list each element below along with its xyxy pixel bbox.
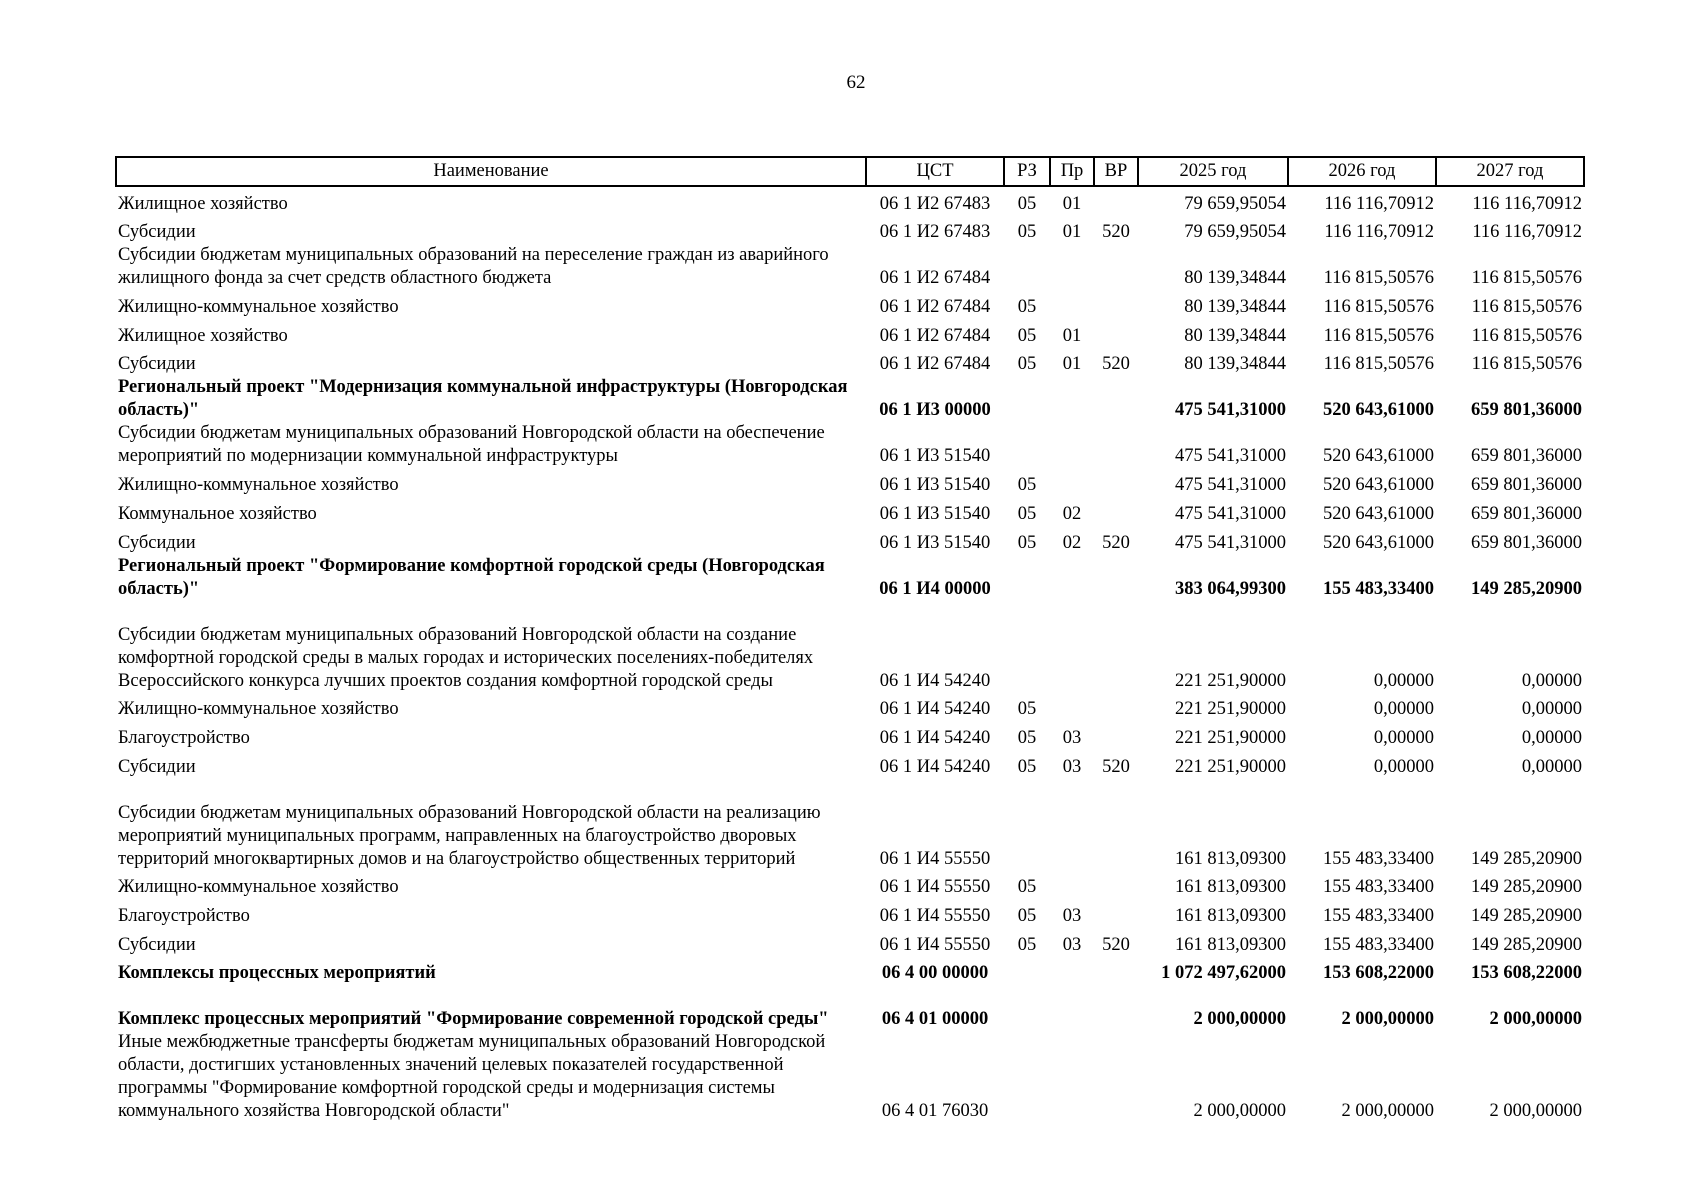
cell-pr xyxy=(1050,376,1094,422)
cell-2027: 149 285,20900 xyxy=(1471,934,1582,955)
cell-name: Жилищное хозяйство xyxy=(118,325,288,346)
cell-2026: 520 643,61000 xyxy=(1323,475,1434,496)
cell-cst: 06 1 И2 67484 xyxy=(879,268,991,289)
table-row xyxy=(116,721,1584,750)
cell-vr xyxy=(1094,422,1138,468)
cell-pr: 01 xyxy=(1062,193,1082,214)
cell-rz xyxy=(1004,779,1050,871)
cell-pr xyxy=(1050,1031,1094,1123)
cell-rz: 05 xyxy=(1017,905,1037,926)
cell-2027: 0,00000 xyxy=(1521,727,1582,748)
cell-2027: 2 000,00000 xyxy=(1489,1101,1582,1122)
cell-cst: 06 1 И2 67484 xyxy=(879,354,991,375)
cell-cst: 06 1 И4 54240 xyxy=(879,699,991,720)
cell-2025: 80 139,34844 xyxy=(1184,268,1286,289)
cell-2025: 161 813,09300 xyxy=(1175,877,1286,898)
cell-name: Комплекс процессных мероприятий "Формирование современной городской среды" xyxy=(118,1009,829,1030)
table-row xyxy=(116,468,1584,497)
cell-2025: 221 251,90000 xyxy=(1175,670,1286,691)
table-row xyxy=(116,693,1584,722)
cell-pr xyxy=(1050,290,1094,319)
header-2025: 2025 год xyxy=(1138,157,1288,186)
cell-rz: 05 xyxy=(1017,699,1037,720)
cell-pr: 01 xyxy=(1062,354,1082,375)
cell-vr: 520 xyxy=(1102,756,1130,777)
cell-rz xyxy=(1004,422,1050,468)
cell-vr xyxy=(1094,186,1138,216)
cell-cst: 06 1 И3 51540 xyxy=(879,475,991,496)
cell-name: Субсидии бюджетам муниципальных образований Новгородской области на создание комфортной городской среды в малых городах и исторических поселениях-победителях Всероссийского конкурса лучших проектов создания комфортной городской среды xyxy=(118,624,814,691)
table-row xyxy=(116,319,1584,348)
header-cst: ЦСТ xyxy=(866,157,1004,186)
cell-pr xyxy=(1050,779,1094,871)
cell-2025: 79 659,95054 xyxy=(1184,193,1286,214)
table-row xyxy=(116,899,1584,928)
cell-vr: 520 xyxy=(1102,354,1130,375)
cell-name: Субсидии xyxy=(118,756,196,777)
cell-vr xyxy=(1094,601,1138,693)
cell-2026: 520 643,61000 xyxy=(1323,400,1434,421)
cell-vr xyxy=(1094,693,1138,722)
cell-2025: 475 541,31000 xyxy=(1175,503,1286,524)
cell-name: Субсидии бюджетам муниципальных образований на переселение граждан из аварийного жилищного фонда за счет средств областного бюджета xyxy=(118,245,829,289)
cell-name: Иные межбюджетные трансферты бюджетам муниципальных образований Новгородской области, достигших установленных значений целевых показателей государственной программы "Формирование комфортной городской среды и модернизация системы коммунального хозяйства Новгородской области" xyxy=(118,1032,826,1122)
cell-rz xyxy=(1004,1031,1050,1123)
cell-2025: 80 139,34844 xyxy=(1184,297,1286,318)
table-row xyxy=(116,928,1584,957)
cell-2027: 149 285,20900 xyxy=(1471,848,1582,869)
cell-2026: 0,00000 xyxy=(1373,699,1434,720)
cell-pr xyxy=(1050,555,1094,601)
cell-vr xyxy=(1094,779,1138,871)
cell-pr xyxy=(1050,422,1094,468)
cell-cst: 06 1 И4 54240 xyxy=(879,756,991,777)
cell-2026: 155 483,33400 xyxy=(1323,934,1434,955)
cell-2025: 80 139,34844 xyxy=(1184,354,1286,375)
cell-name: Субсидии бюджетам муниципальных образований Новгородской области на обеспечение мероприятий по модернизации коммунальной инфраструктуры xyxy=(118,423,825,467)
header-rz: РЗ xyxy=(1004,157,1050,186)
cell-rz: 05 xyxy=(1017,877,1037,898)
table-row xyxy=(116,555,1584,601)
cell-name: Региональный проект "Формирование комфортной городской среды (Новгородская область)" xyxy=(118,555,825,599)
cell-2026: 155 483,33400 xyxy=(1323,905,1434,926)
cell-2026: 520 643,61000 xyxy=(1323,532,1434,553)
table-row xyxy=(116,1031,1584,1123)
cell-vr: 520 xyxy=(1102,532,1130,553)
cell-2026: 155 483,33400 xyxy=(1323,848,1434,869)
cell-cst: 06 1 И4 54240 xyxy=(879,727,991,748)
cell-vr: 520 xyxy=(1102,934,1130,955)
cell-2027: 116 815,50576 xyxy=(1471,325,1582,346)
cell-rz: 05 xyxy=(1017,727,1037,748)
cell-2027: 116 116,70912 xyxy=(1472,222,1582,243)
cell-2026: 116 815,50576 xyxy=(1323,354,1434,375)
cell-2025: 1 072 497,62000 xyxy=(1161,963,1286,984)
cell-vr xyxy=(1094,899,1138,928)
cell-2027: 149 285,20900 xyxy=(1471,578,1582,599)
cell-cst: 06 1 И4 55550 xyxy=(879,877,991,898)
cell-rz: 05 xyxy=(1017,297,1037,318)
cell-2027: 0,00000 xyxy=(1521,699,1582,720)
cell-2027: 116 116,70912 xyxy=(1472,193,1582,214)
cell-2025: 2 000,00000 xyxy=(1193,1009,1286,1030)
table-row xyxy=(116,601,1584,693)
cell-2026: 116 815,50576 xyxy=(1323,297,1434,318)
cell-2027: 659 801,36000 xyxy=(1471,503,1582,524)
cell-pr xyxy=(1050,985,1094,1031)
cell-vr xyxy=(1094,871,1138,900)
cell-2027: 116 815,50576 xyxy=(1471,268,1582,289)
cell-vr xyxy=(1094,468,1138,497)
cell-2027: 2 000,00000 xyxy=(1489,1009,1582,1030)
page-number: 62 xyxy=(846,72,866,93)
cell-name: Субсидии xyxy=(118,222,196,243)
cell-2027: 659 801,36000 xyxy=(1471,446,1582,467)
cell-rz: 05 xyxy=(1017,354,1037,375)
table-row xyxy=(116,422,1584,468)
cell-2025: 475 541,31000 xyxy=(1175,475,1286,496)
cell-vr xyxy=(1094,319,1138,348)
cell-2026: 0,00000 xyxy=(1373,670,1434,691)
header-2027: 2027 год xyxy=(1436,157,1584,186)
cell-cst: 06 1 И4 55550 xyxy=(879,905,991,926)
table-row xyxy=(116,526,1584,555)
cell-cst: 06 1 И2 67484 xyxy=(879,325,991,346)
cell-rz: 05 xyxy=(1017,756,1037,777)
cell-name: Субсидии xyxy=(118,934,196,955)
cell-rz xyxy=(1004,555,1050,601)
cell-2026: 155 483,33400 xyxy=(1323,877,1434,898)
cell-2026: 153 608,22000 xyxy=(1323,963,1434,984)
cell-rz: 05 xyxy=(1017,532,1037,553)
cell-pr: 01 xyxy=(1062,325,1082,346)
cell-2025: 383 064,99300 xyxy=(1175,578,1286,599)
cell-vr xyxy=(1094,721,1138,750)
cell-2027: 659 801,36000 xyxy=(1471,400,1582,421)
cell-pr xyxy=(1050,871,1094,900)
cell-2027: 0,00000 xyxy=(1521,756,1582,777)
cell-2027: 659 801,36000 xyxy=(1471,475,1582,496)
cell-2026: 116 116,70912 xyxy=(1324,193,1434,214)
cell-rz xyxy=(1004,244,1050,290)
cell-rz: 05 xyxy=(1017,475,1037,496)
cell-2025: 475 541,31000 xyxy=(1175,532,1286,553)
cell-cst: 06 4 01 76030 xyxy=(881,1101,989,1122)
cell-2027: 116 815,50576 xyxy=(1471,354,1582,375)
table-row xyxy=(116,290,1584,319)
cell-2026: 520 643,61000 xyxy=(1323,446,1434,467)
cell-name: Благоустройство xyxy=(118,727,250,748)
cell-2027: 116 815,50576 xyxy=(1471,297,1582,318)
cell-pr xyxy=(1050,693,1094,722)
table-row xyxy=(116,244,1584,290)
table-row xyxy=(116,348,1584,377)
cell-2025: 475 541,31000 xyxy=(1175,446,1286,467)
cell-cst: 06 1 И4 00000 xyxy=(879,578,991,599)
header-2026: 2026 год xyxy=(1288,157,1436,186)
cell-rz: 05 xyxy=(1017,222,1037,243)
cell-cst: 06 1 И4 54240 xyxy=(879,670,991,691)
cell-vr xyxy=(1094,376,1138,422)
table-row xyxy=(116,871,1584,900)
cell-vr xyxy=(1094,555,1138,601)
cell-pr: 02 xyxy=(1062,532,1082,553)
cell-vr xyxy=(1094,497,1138,526)
table-row xyxy=(116,216,1584,245)
cell-name: Жилищно-коммунальное хозяйство xyxy=(118,297,399,318)
table-row xyxy=(116,376,1584,422)
cell-pr: 02 xyxy=(1062,503,1082,524)
table-row xyxy=(116,186,1584,216)
cell-2025: 161 813,09300 xyxy=(1175,905,1286,926)
cell-cst: 06 1 И4 55550 xyxy=(879,934,991,955)
table-body xyxy=(116,186,1584,1123)
cell-vr xyxy=(1094,957,1138,986)
cell-vr xyxy=(1094,244,1138,290)
cell-name: Субсидии бюджетам муниципальных образований Новгородской области на реализацию мероприятий муниципальных программ, направленных на благоустройство дворовых территорий многоквартирных домов и на благоустройство общественных территорий xyxy=(118,802,821,869)
cell-2026: 520 643,61000 xyxy=(1323,503,1434,524)
cell-cst: 06 1 И3 51540 xyxy=(879,446,991,467)
cell-2026: 0,00000 xyxy=(1373,727,1434,748)
cell-2026: 2 000,00000 xyxy=(1341,1101,1434,1122)
cell-2025: 161 813,09300 xyxy=(1175,934,1286,955)
table-header xyxy=(116,157,1584,186)
cell-rz: 05 xyxy=(1017,325,1037,346)
cell-name: Благоустройство xyxy=(118,905,250,926)
cell-pr xyxy=(1050,601,1094,693)
cell-vr xyxy=(1094,985,1138,1031)
cell-pr: 03 xyxy=(1062,727,1082,748)
cell-vr xyxy=(1094,1031,1138,1123)
cell-2026: 0,00000 xyxy=(1373,756,1434,777)
cell-2026: 155 483,33400 xyxy=(1323,578,1434,599)
cell-cst: 06 1 И2 67483 xyxy=(879,222,991,243)
cell-2026: 2 000,00000 xyxy=(1341,1009,1434,1030)
cell-2025: 221 251,90000 xyxy=(1175,756,1286,777)
cell-cst: 06 4 00 00000 xyxy=(881,963,989,984)
cell-name: Комплексы процессных мероприятий xyxy=(118,963,436,984)
cell-cst: 06 4 01 00000 xyxy=(881,1009,989,1030)
cell-rz xyxy=(1004,985,1050,1031)
table-row xyxy=(116,985,1584,1031)
cell-rz xyxy=(1004,601,1050,693)
cell-name: Субсидии xyxy=(118,354,196,375)
cell-cst: 06 1 И3 51540 xyxy=(879,503,991,524)
cell-2025: 161 813,09300 xyxy=(1175,848,1286,869)
cell-name: Субсидии xyxy=(118,532,196,553)
cell-2027: 149 285,20900 xyxy=(1471,877,1582,898)
cell-name: Жилищно-коммунальное хозяйство xyxy=(118,475,399,496)
cell-2025: 80 139,34844 xyxy=(1184,325,1286,346)
cell-2026: 116 815,50576 xyxy=(1323,268,1434,289)
table-row xyxy=(116,750,1584,779)
cell-2025: 475 541,31000 xyxy=(1175,400,1286,421)
cell-pr: 03 xyxy=(1062,905,1082,926)
cell-pr xyxy=(1050,468,1094,497)
cell-rz: 05 xyxy=(1017,934,1037,955)
table-row xyxy=(116,779,1584,871)
cell-pr: 01 xyxy=(1062,222,1082,243)
cell-cst: 06 1 И3 51540 xyxy=(879,532,991,553)
cell-2027: 149 285,20900 xyxy=(1471,905,1582,926)
header-vr: ВР xyxy=(1094,157,1138,186)
cell-pr: 03 xyxy=(1062,756,1082,777)
cell-name: Коммунальное хозяйство xyxy=(118,503,317,524)
table-row xyxy=(116,957,1584,986)
cell-pr: 03 xyxy=(1062,934,1082,955)
cell-2027: 0,00000 xyxy=(1521,670,1582,691)
cell-2025: 221 251,90000 xyxy=(1175,699,1286,720)
cell-pr xyxy=(1050,957,1094,986)
header-name: Наименование xyxy=(116,157,866,186)
budget-table xyxy=(115,156,1585,1123)
cell-2027: 153 608,22000 xyxy=(1471,963,1582,984)
cell-cst: 06 1 И3 00000 xyxy=(879,400,991,421)
cell-2026: 116 815,50576 xyxy=(1323,325,1434,346)
cell-name: Жилищно-коммунальное хозяйство xyxy=(118,877,399,898)
cell-2025: 2 000,00000 xyxy=(1193,1101,1286,1122)
cell-2025: 79 659,95054 xyxy=(1184,222,1286,243)
cell-name: Региональный проект "Модернизация коммунальной инфраструктуры (Новгородская область)" xyxy=(118,377,848,421)
cell-rz: 05 xyxy=(1017,503,1037,524)
cell-rz xyxy=(1004,957,1050,986)
header-pr: Пр xyxy=(1050,157,1094,186)
cell-rz: 05 xyxy=(1017,193,1037,214)
cell-cst: 06 1 И2 67484 xyxy=(879,297,991,318)
cell-cst: 06 1 И2 67483 xyxy=(879,193,991,214)
table-row xyxy=(116,497,1584,526)
cell-2025: 221 251,90000 xyxy=(1175,727,1286,748)
cell-pr xyxy=(1050,244,1094,290)
cell-cst: 06 1 И4 55550 xyxy=(879,848,991,869)
cell-2026: 116 116,70912 xyxy=(1324,222,1434,243)
cell-vr xyxy=(1094,290,1138,319)
cell-name: Жилищное хозяйство xyxy=(118,193,288,214)
cell-name: Жилищно-коммунальное хозяйство xyxy=(118,699,399,720)
cell-rz xyxy=(1004,376,1050,422)
cell-2027: 659 801,36000 xyxy=(1471,532,1582,553)
cell-vr: 520 xyxy=(1102,222,1130,243)
